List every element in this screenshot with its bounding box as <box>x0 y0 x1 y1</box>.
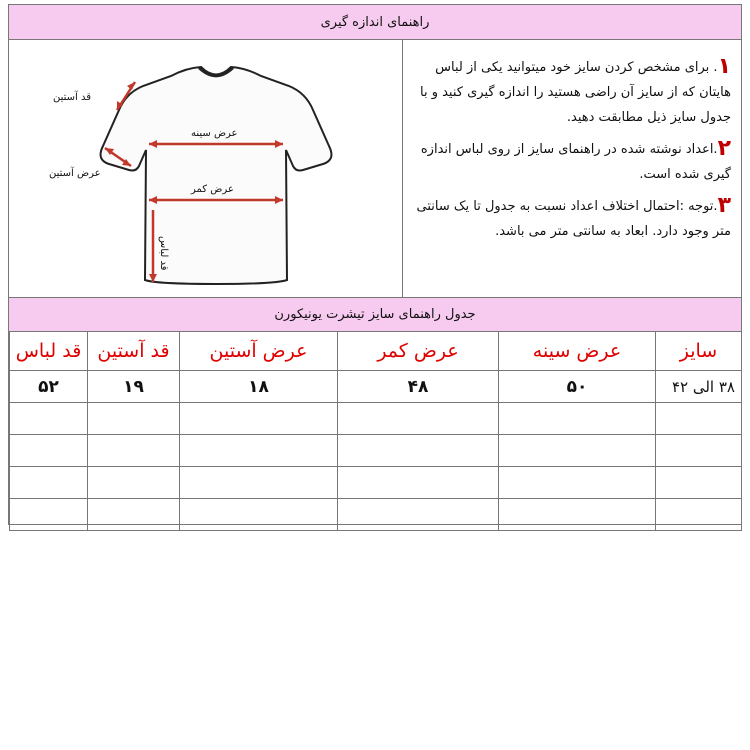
label-sleeve-length: قد آستین <box>53 92 92 103</box>
header-waist-width: عرض کمر <box>338 332 499 371</box>
instruction-3: ۳.توجه :احتمال اختلاف اعداد نسبت به جدول تا یک سانتی متر وجود دارد. ابعاد به سانتی متر می باشد. <box>416 193 731 239</box>
label-sleeve-width: عرض آستین <box>49 168 101 179</box>
header-size: سایز <box>656 332 742 371</box>
instruction-1: ۱. برای مشخص کردن سایز خود میتوانید یکی از لباس هایتان که از سایز آن راضی هستید را اندازه گیری کنید و با جدول سایز ذیل مطابقت دهید. <box>419 54 731 125</box>
measurement-guide-section <box>9 40 741 297</box>
table-row-empty <box>10 467 742 499</box>
measurement-guide-title: راهنمای اندازه گیری <box>9 5 741 40</box>
size-table-header-row <box>10 332 742 371</box>
tshirt-diagram <box>31 48 391 292</box>
table-row-empty <box>10 403 742 435</box>
cell-size: ۳۸ الی ۴۲ <box>656 371 742 403</box>
instruction-2: ۲.اعداد نوشته شده در راهنمای سایز از روی لباس اندازه گیری شده است. <box>420 136 731 182</box>
cell-chest-width: ۵۰ <box>499 371 656 403</box>
size-guide-frame <box>8 4 742 525</box>
label-waist-width: عرض کمر <box>191 184 234 195</box>
size-table <box>9 331 742 531</box>
label-chest-width: عرض سینه <box>191 128 238 139</box>
header-sleeve-length: قد آستین <box>88 332 180 371</box>
guide-instructions <box>409 54 731 250</box>
section-divider <box>402 40 403 297</box>
label-garment-length: قد لباس <box>158 236 169 271</box>
tshirt-outline <box>101 67 332 284</box>
table-row <box>10 371 742 403</box>
header-garment-length: قد لباس <box>10 332 88 371</box>
cell-garment-length: ۵۲ <box>10 371 88 403</box>
table-row-empty <box>10 435 742 467</box>
table-row-empty <box>10 499 742 531</box>
cell-sleeve-width: ۱۸ <box>180 371 338 403</box>
header-chest-width: عرض سینه <box>499 332 656 371</box>
cell-waist-width: ۴۸ <box>338 371 499 403</box>
cell-sleeve-length: ۱۹ <box>88 371 180 403</box>
size-table-title: جدول راهنمای سایز تیشرت یونیکورن <box>9 297 741 332</box>
header-sleeve-width: عرض آستین <box>180 332 338 371</box>
